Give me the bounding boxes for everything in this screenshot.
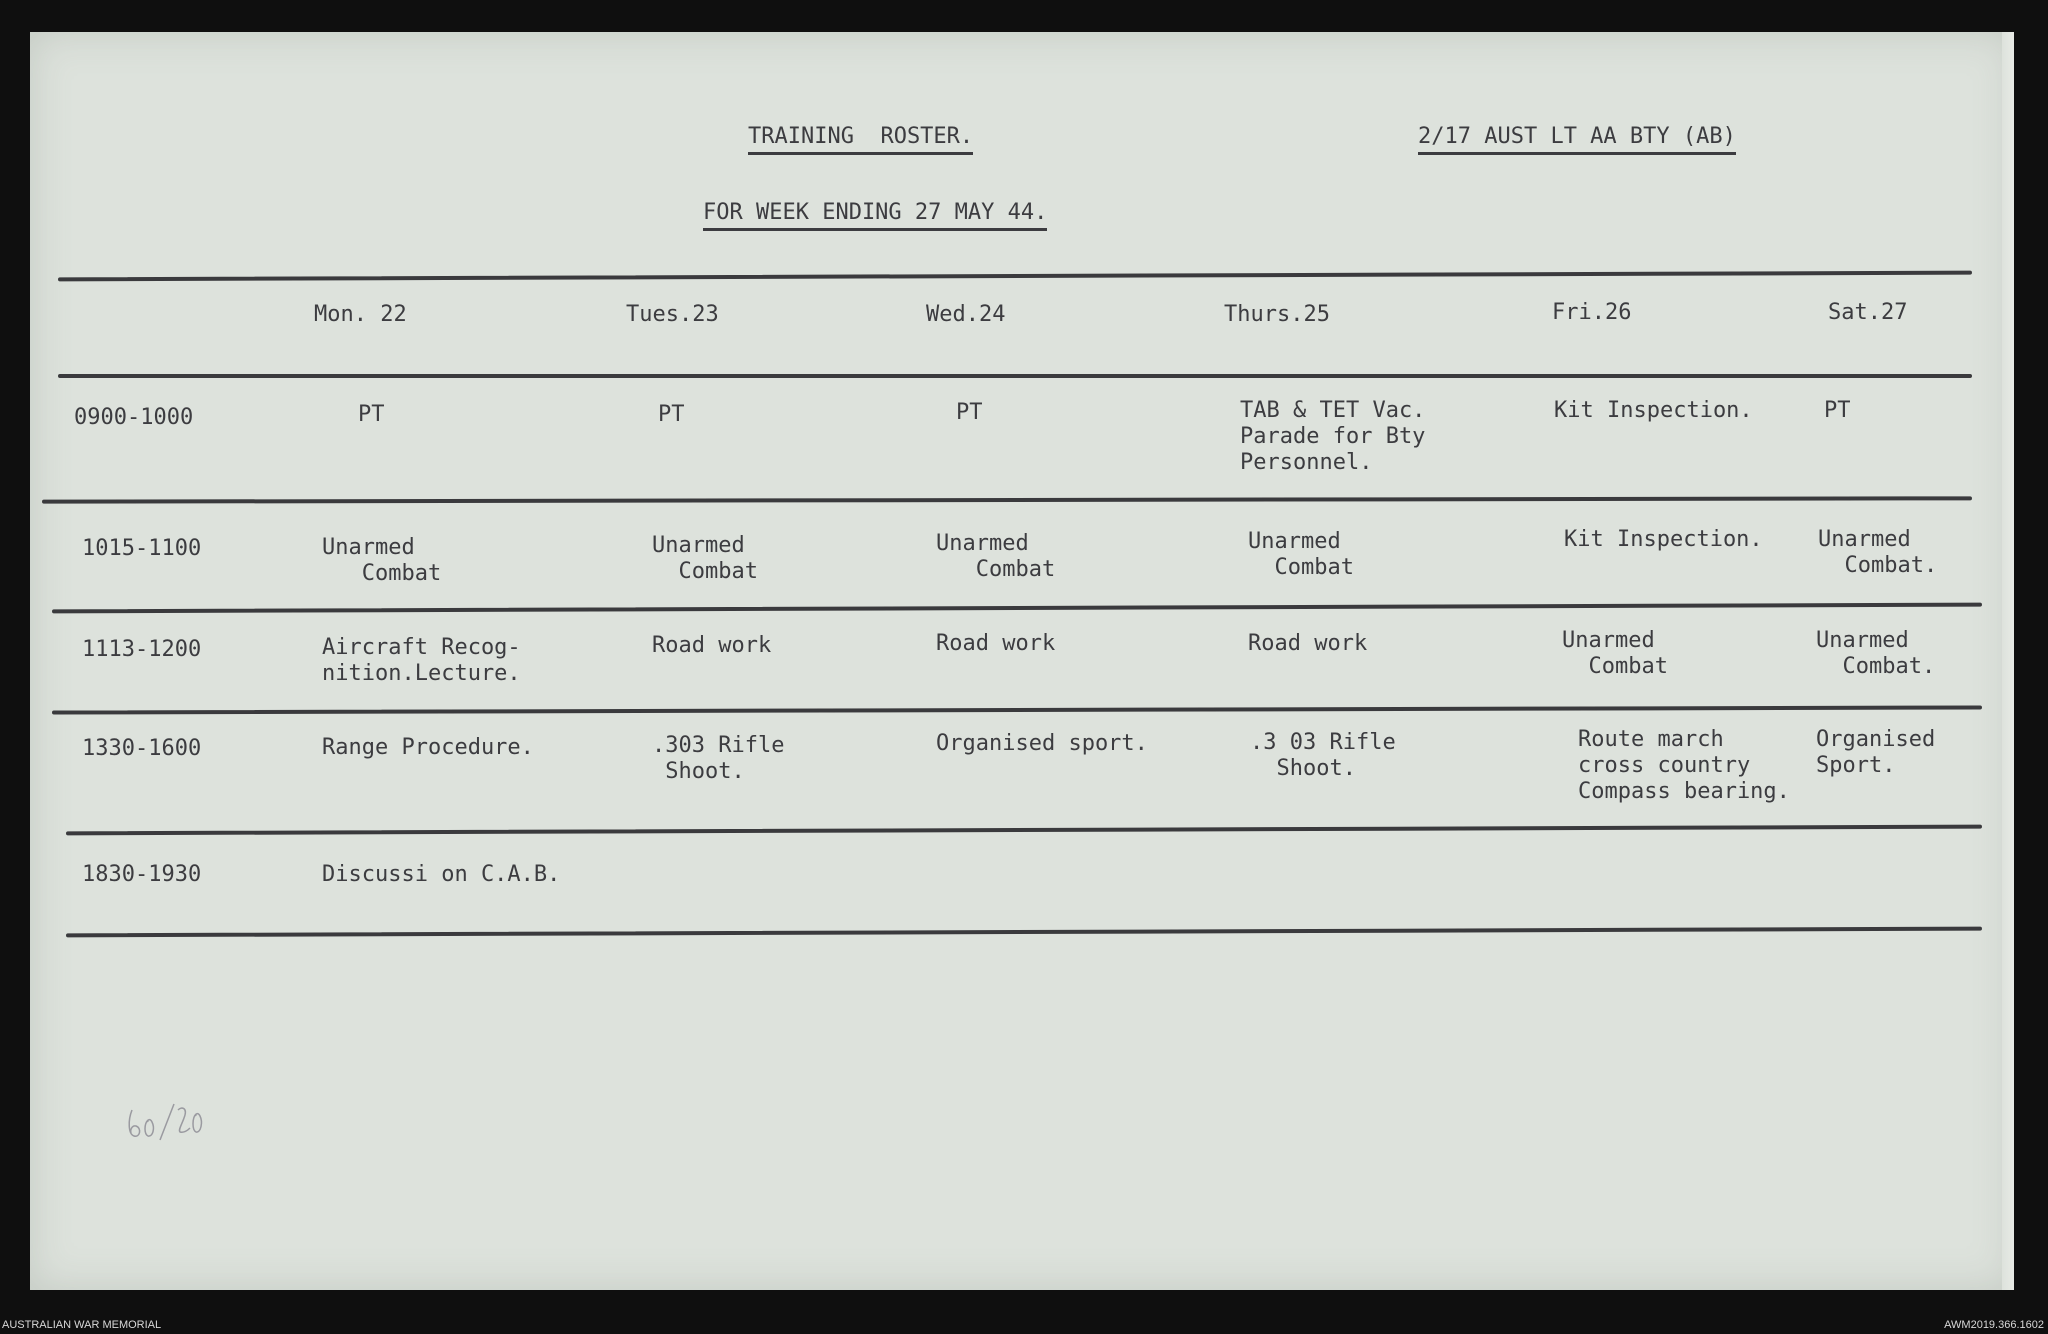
schedule-cell: Organised Sport. xyxy=(1816,727,1936,778)
schedule-cell: Route march cross country Compass bearing. xyxy=(1578,727,1790,804)
schedule-cell: Kit Inspection. xyxy=(1554,398,1753,423)
schedule-cell: PT xyxy=(658,402,685,427)
table-rule xyxy=(58,374,1972,378)
day-header: Thurs.25 xyxy=(1224,302,1330,327)
schedule-cell: Unarmed Combat xyxy=(936,531,1056,582)
schedule-cell: Unarmed Combat. xyxy=(1816,628,1936,679)
schedule-cell: Road work xyxy=(652,633,772,658)
schedule-cell: Range Procedure. xyxy=(322,735,534,760)
page-edge xyxy=(2002,32,2014,1290)
schedule-cell: Organised sport. xyxy=(936,731,1148,756)
schedule-cell: PT xyxy=(1824,398,1851,423)
time-slot: 1330-1600 xyxy=(82,736,202,761)
day-header: Tues.23 xyxy=(626,302,719,327)
handwritten-pencil-note xyxy=(126,1100,226,1144)
document-title: TRAINING ROSTER. xyxy=(748,124,973,155)
time-slot: 0900-1000 xyxy=(74,405,194,430)
unit-designation: 2/17 AUST LT AA BTY (AB) xyxy=(1418,124,1736,155)
schedule-cell: .3 03 Rifle Shoot. xyxy=(1250,730,1396,781)
schedule-cell: PT xyxy=(358,402,385,427)
day-header: Sat.27 xyxy=(1828,300,1908,325)
schedule-cell: Unarmed Combat xyxy=(1248,529,1354,580)
schedule-cell: TAB & TET Vac. Parade for Bty Personnel. xyxy=(1240,398,1426,475)
schedule-cell: Road work xyxy=(936,631,1056,656)
day-header: Mon. 22 xyxy=(314,302,407,327)
schedule-cell: Road work xyxy=(1248,631,1368,656)
schedule-cell: .303 Rifle Shoot. xyxy=(652,733,785,784)
schedule-cell: Unarmed Combat xyxy=(652,533,758,584)
day-header: Wed.24 xyxy=(926,302,1006,327)
day-header: Fri.26 xyxy=(1552,300,1632,325)
time-slot: 1113-1200 xyxy=(82,637,202,662)
schedule-cell: Unarmed Combat. xyxy=(1818,527,1938,578)
schedule-cell: Unarmed Combat xyxy=(1562,628,1668,679)
schedule-cell: Unarmed Combat xyxy=(322,535,442,586)
schedule-cell: Aircraft Recog- nition.Lecture. xyxy=(322,635,521,686)
schedule-cell: Discussi on C.A.B. xyxy=(322,862,561,887)
archive-reference: AWM2019.366.1602 xyxy=(1944,1319,2044,1331)
time-slot: 1830-1930 xyxy=(82,862,202,887)
schedule-cell: PT xyxy=(956,400,983,425)
time-slot: 1015-1100 xyxy=(82,536,202,561)
week-ending-subtitle: FOR WEEK ENDING 27 MAY 44. xyxy=(703,200,1047,231)
schedule-cell: Kit Inspection. xyxy=(1564,527,1763,552)
archive-credit: AUSTRALIAN WAR MEMORIAL xyxy=(2,1319,162,1331)
